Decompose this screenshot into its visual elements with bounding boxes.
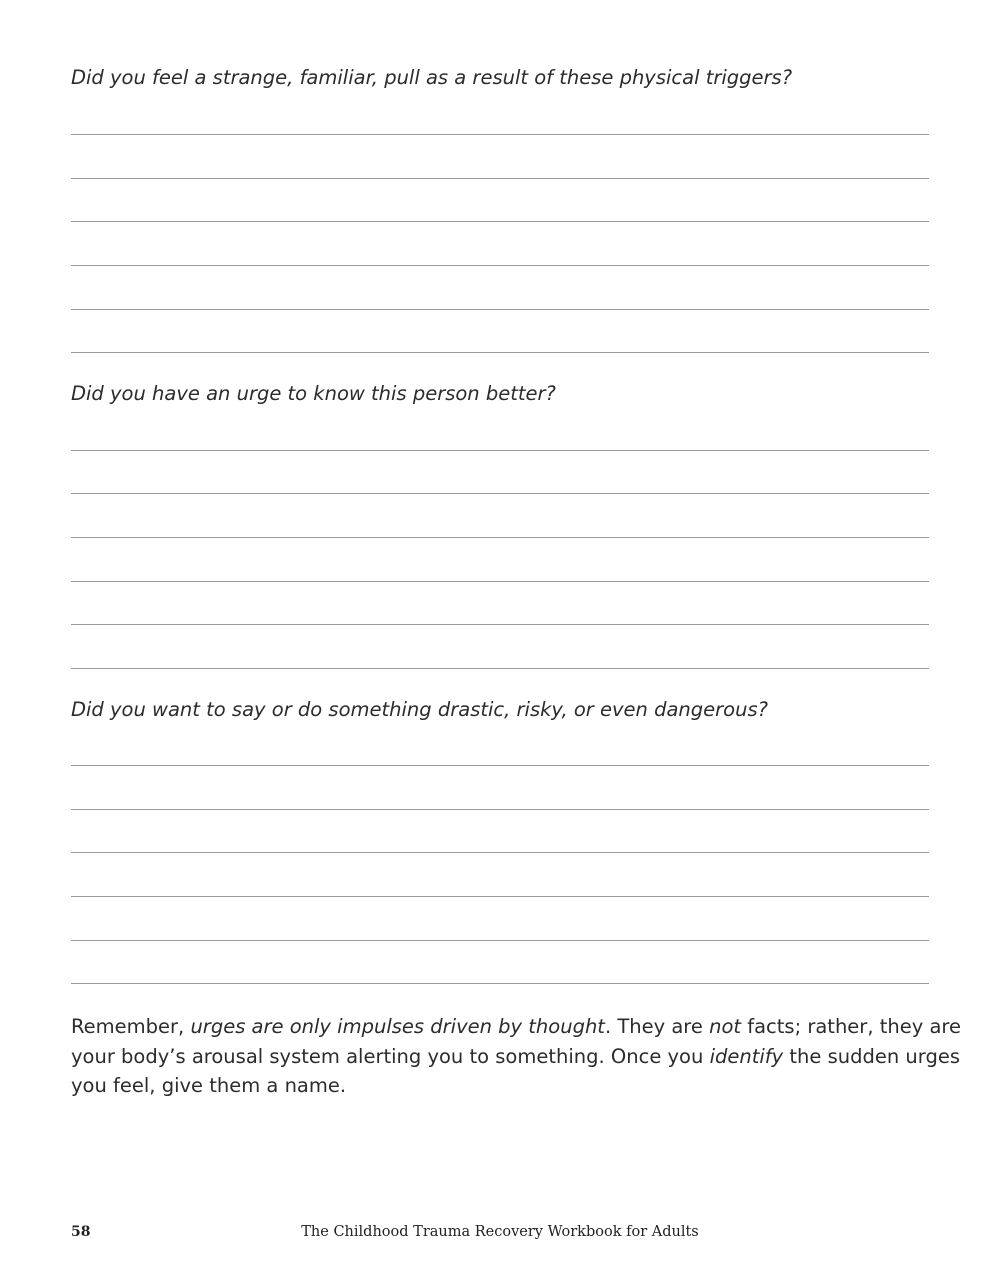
answer-line[interactable] <box>71 852 929 853</box>
answer-line[interactable] <box>71 537 929 538</box>
answer-line[interactable] <box>71 809 929 810</box>
answer-line[interactable] <box>71 493 929 494</box>
answer-line[interactable] <box>71 668 929 669</box>
answer-line[interactable] <box>71 178 929 179</box>
answer-line[interactable] <box>71 352 929 353</box>
answer-line[interactable] <box>71 983 929 984</box>
answer-line[interactable] <box>71 940 929 941</box>
answer-line[interactable] <box>71 134 929 135</box>
question-1: Did you feel a strange, familiar, pull as a result of these physical triggers? <box>71 66 793 89</box>
reminder-line-1: Remember, urges are only impulses driven by thought. They are not facts; rather, they are <box>71 1015 961 1038</box>
page-number: 58 <box>71 1224 91 1240</box>
footer-book-title: The Childhood Trauma Recovery Workbook for Adults <box>301 1224 699 1240</box>
answer-line[interactable] <box>71 309 929 310</box>
answer-line[interactable] <box>71 221 929 222</box>
answer-line[interactable] <box>71 581 929 582</box>
answer-line[interactable] <box>71 450 929 451</box>
answer-line[interactable] <box>71 896 929 897</box>
question-2: Did you have an urge to know this person better? <box>71 382 556 405</box>
reminder-paragraph <box>71 1012 961 1101</box>
question-3: Did you want to say or do something drastic, risky, or even dangerous? <box>71 698 768 721</box>
reminder-line-3: you feel, give them a name. <box>71 1074 347 1097</box>
answer-line[interactable] <box>71 765 929 766</box>
answer-line[interactable] <box>71 624 929 625</box>
reminder-line-2: your body’s arousal system alerting you to something. Once you identify the sudden urges <box>71 1044 960 1068</box>
answer-line[interactable] <box>71 265 929 266</box>
